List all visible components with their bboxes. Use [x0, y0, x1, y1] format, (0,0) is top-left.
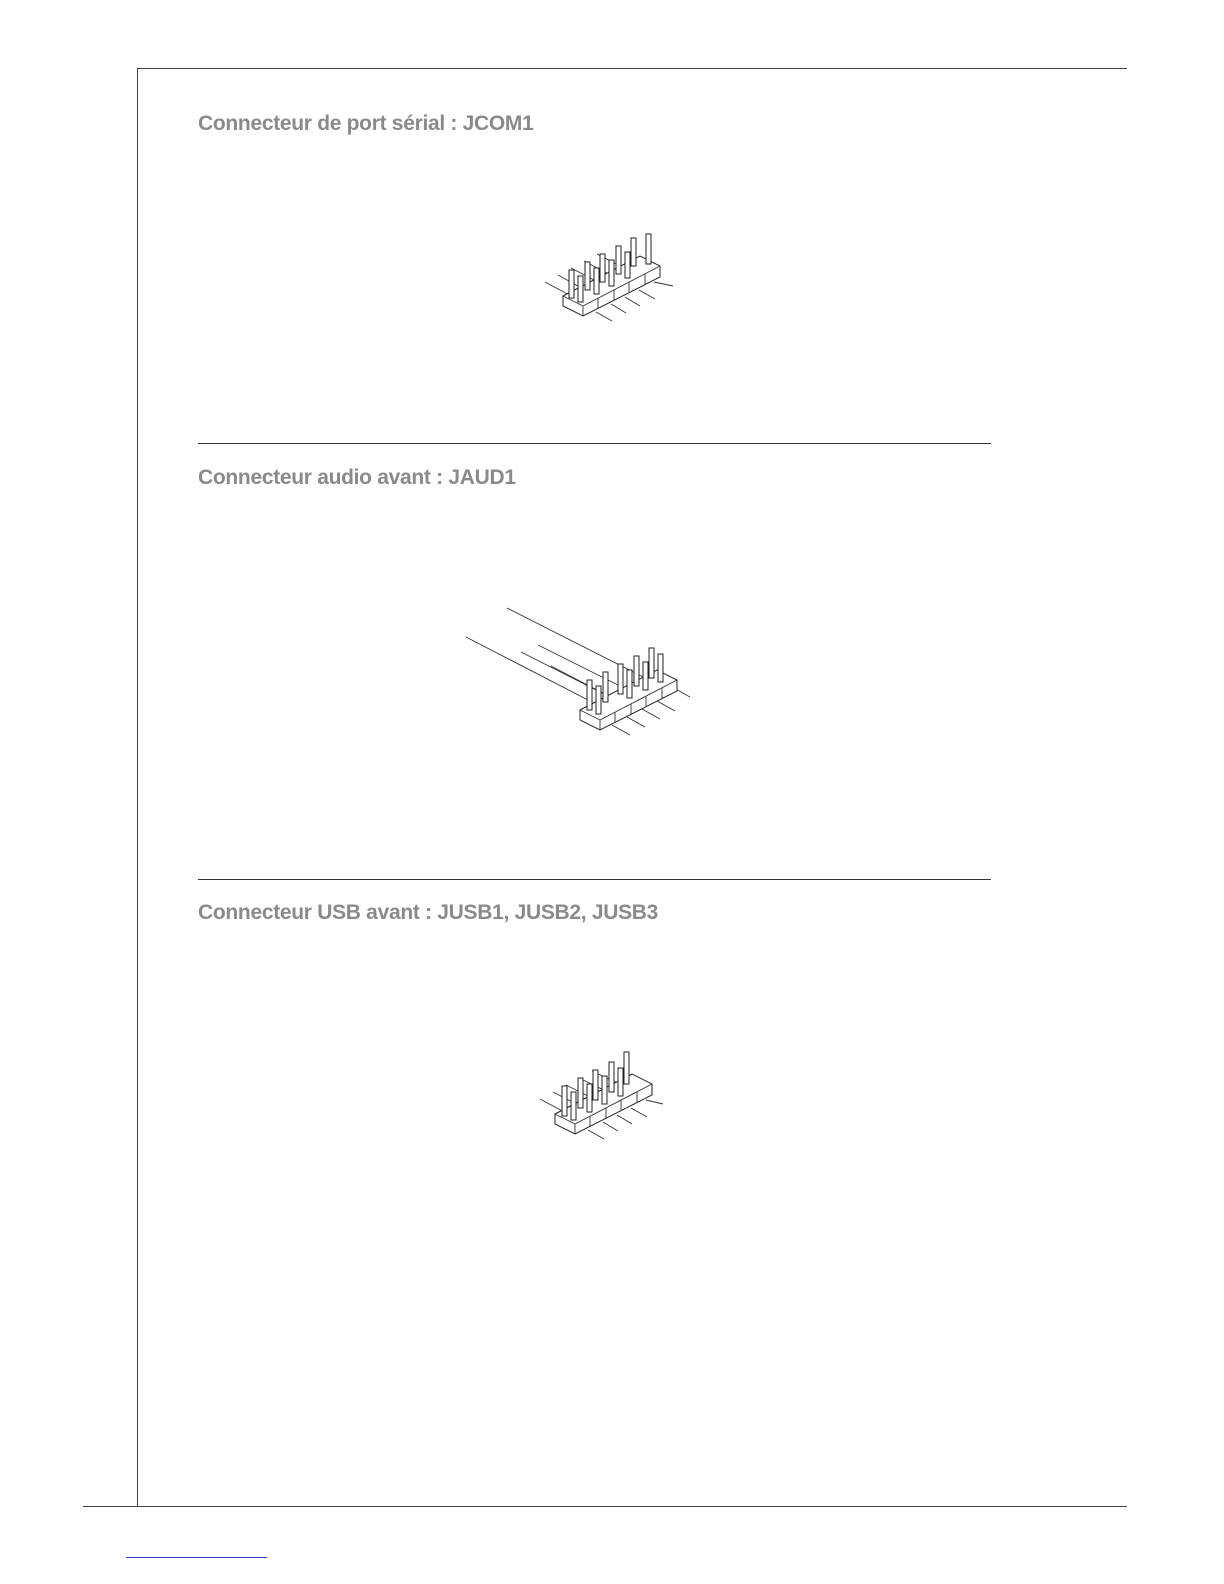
section-title-serial-port: Connecteur de port sérial : JCOM1	[198, 112, 534, 135]
section-title-front-usb: Connecteur USB avant : JUSB1, JUSB2, JUSB3	[198, 901, 659, 924]
section-title-front-audio: Connecteur audio avant : JAUD1	[198, 466, 516, 489]
